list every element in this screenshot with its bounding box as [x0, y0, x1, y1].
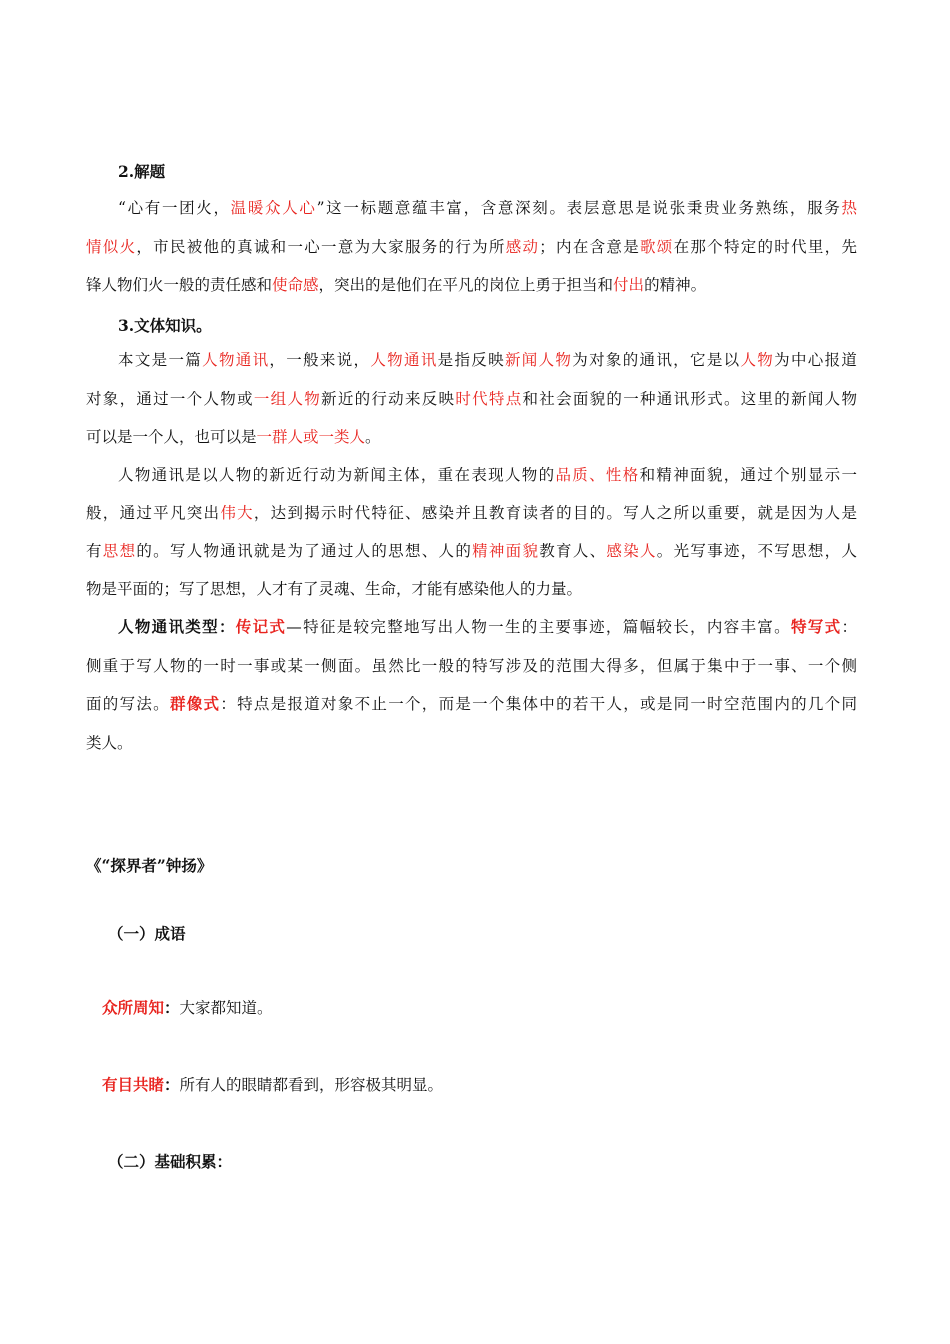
- idiom-definition: 大家都知道。: [179, 999, 273, 1017]
- subheading-idioms: （一）成语: [108, 924, 186, 943]
- article-title: 《“探界者”钟扬》: [86, 856, 213, 875]
- highlight-text: 伟大: [220, 504, 254, 522]
- body-text: 侧重于写人物的一时一事或某一侧面。虽然比一般的特写涉及的范围大得多，但属于集中于一事、一个侧: [86, 656, 857, 675]
- body-text: 可以是一个人，也可以是: [86, 428, 257, 446]
- body-text: ，一般来说，: [269, 351, 371, 369]
- section-3-heading: 3.文体知识。: [118, 316, 212, 335]
- body-text: ；内在含意是: [539, 237, 640, 256]
- highlight-text: 特写式: [790, 617, 842, 636]
- paragraph-line: [86, 694, 857, 714]
- highlight-text: 人物通讯: [202, 351, 270, 369]
- highlight-text: 人物: [740, 351, 775, 369]
- body-text: 锋人物们火一般的责任感和: [86, 276, 273, 294]
- paragraph-line: [118, 465, 857, 485]
- subheading-basic-accumulation: （二）基础积累：: [108, 1152, 233, 1171]
- idiom-separator: ：: [164, 1075, 180, 1094]
- body-text: 。: [365, 428, 381, 446]
- highlight-text: 热: [841, 199, 857, 217]
- highlight-text: 感染人: [606, 542, 657, 560]
- body-text: ：: [841, 618, 857, 636]
- paragraph-line: [86, 503, 857, 523]
- body-text: 本文是一篇: [118, 351, 203, 369]
- highlight-text: 感动: [505, 237, 540, 256]
- idiom-term: 有目共睹: [102, 1075, 165, 1094]
- body-text: ，市民被他的真诚和一心一意为大家服务的行为所: [136, 237, 506, 256]
- body-text: 的。写人物通讯就是为了通过人的思想、人的: [136, 542, 473, 560]
- body-text: 物是平面的；写了思想，人才有了灵魂、生命，才能有感染他人的力量。: [86, 580, 583, 598]
- highlight-text: 温暖众人心: [230, 199, 317, 217]
- highlight-text: 付出: [613, 276, 645, 294]
- highlight-text: 传记式: [235, 617, 287, 636]
- body-text: 教育人、: [539, 542, 607, 560]
- idiom-entry: [102, 998, 273, 1018]
- highlight-text: 人物通讯类型：: [118, 617, 236, 636]
- paragraph-line: [86, 389, 857, 409]
- idiom-term: 众所周知: [102, 998, 165, 1017]
- idiom-separator: ：: [164, 998, 180, 1017]
- body-text: —特征是较完整地写出人物一生的主要事迹，篇幅较长，内容丰富。: [286, 618, 791, 636]
- body-text: 。光写事迹，不写思想，人: [656, 542, 857, 560]
- highlight-text: 一组人物: [253, 389, 322, 408]
- highlight-text: 品质、性格: [555, 466, 640, 484]
- highlight-text: 人物通讯: [370, 351, 438, 369]
- body-text: 有: [86, 542, 103, 560]
- body-text: ，达到揭示时代特征、感染并且教育读者的目的。写人之所以重要，就是因为人是: [253, 504, 857, 522]
- paragraph-line: [86, 541, 857, 561]
- body-text: “心有一团火，: [118, 199, 231, 217]
- body-text: 和精神面貌，通过个别显示一: [639, 466, 857, 484]
- body-text: ”这一标题意蕴丰富，含意深刻。表层意思是说张秉贵业务熟练，服务: [316, 199, 842, 217]
- body-text: 为中心报道: [774, 351, 857, 369]
- paragraph-line: [118, 350, 857, 370]
- body-text: 人物通讯是以人物的新近行动为新闻主体，重在表现人物的: [118, 466, 556, 484]
- body-text: 为对象的通讯，它是以: [572, 351, 741, 369]
- highlight-text: 新闻人物: [504, 351, 573, 369]
- paragraph-line: [86, 579, 582, 599]
- idiom-entry: [102, 1075, 443, 1095]
- paragraph-line: [86, 427, 381, 447]
- paragraph-line: [86, 656, 857, 676]
- paragraph-line: [118, 198, 857, 218]
- paragraph-line: [86, 237, 857, 257]
- highlight-text: 群像式: [169, 694, 221, 713]
- body-text: 在那个特定的时代里，先: [673, 237, 857, 256]
- section-2-heading: 2.解题: [118, 162, 166, 181]
- highlight-text: 使命感: [272, 276, 319, 294]
- paragraph-line: [86, 275, 706, 295]
- body-text: 般，通过平凡突出: [86, 504, 221, 522]
- paragraph-line: [86, 733, 133, 753]
- body-text: 是指反映: [437, 351, 505, 369]
- body-text: ，突出的是他们在平凡的岗位上勇于担当和: [318, 276, 614, 294]
- highlight-text: 一群人或一类人: [256, 428, 366, 446]
- highlight-text: 歌颂: [640, 237, 674, 256]
- highlight-text: 时代特点: [455, 389, 523, 408]
- body-text: ：特点是报道对象不止一个，而是一个集体中的若干人，或是同一时空范围内的几个同: [220, 695, 857, 713]
- highlight-text: 情似火: [86, 237, 137, 256]
- body-text: 类人。: [86, 733, 133, 752]
- body-text: 和社会面貌的一种通讯形式。这里的新闻人物: [522, 389, 857, 408]
- highlight-text: 精神面貌: [472, 542, 540, 560]
- idiom-definition: 所有人的眼睛都看到，形容极其明显。: [179, 1076, 444, 1094]
- body-text: 的精神。: [644, 276, 707, 294]
- body-text: 面的写法。: [86, 695, 170, 713]
- paragraph-line: [118, 617, 857, 637]
- highlight-text: 思想: [102, 542, 137, 560]
- body-text: 对象，通过一个人物或: [86, 389, 254, 408]
- body-text: 新近的行动来反映: [321, 389, 456, 408]
